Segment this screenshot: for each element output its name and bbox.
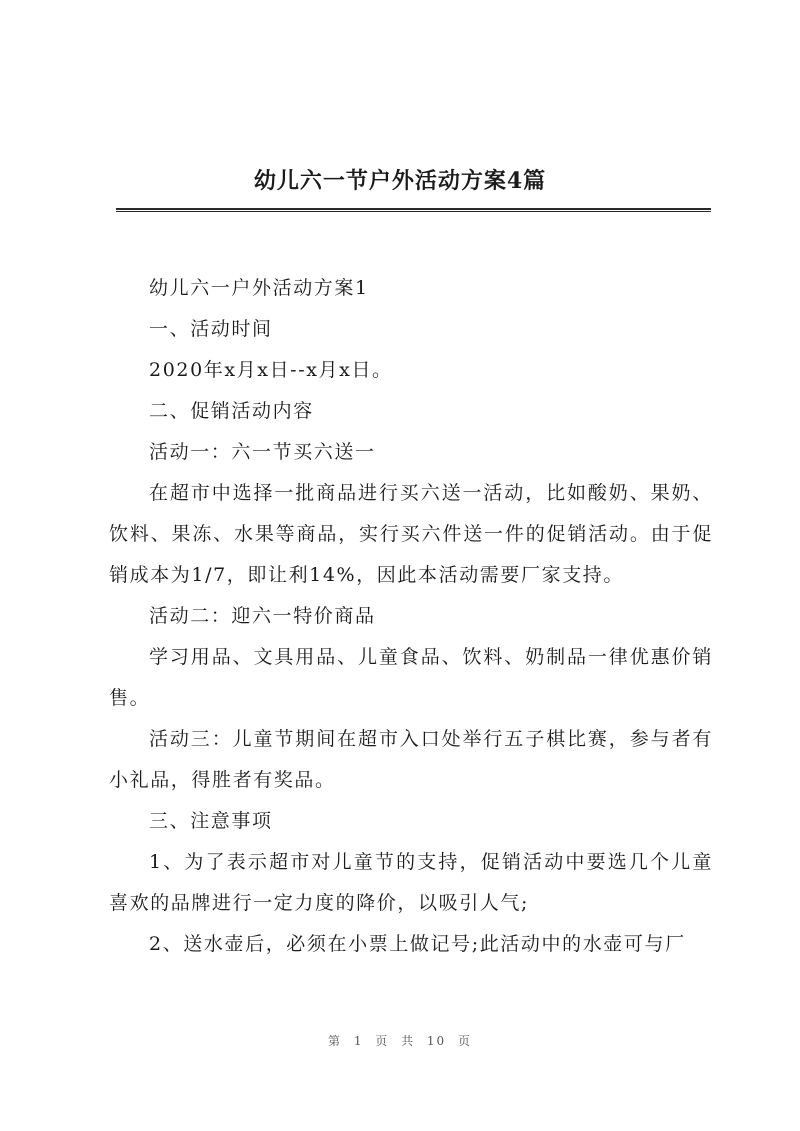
page-number-footer: 第 1 页 共 10 页	[328, 1034, 472, 1048]
activity-one-description: 在超市中选择一批商品进行买六送一活动，比如酸奶、果奶、饮料、果冻、水果等商品，实行买六件送一件的促销活动。由于促销成本为1/7，即让利14%，因此本活动需要厂家支持。	[109, 482, 713, 586]
note-item-1: 1、为了表示超市对儿童节的支持，促销活动中要选几个儿童喜欢的品牌进行一定力度的降价，以吸引人气;	[109, 851, 713, 914]
activity-two-heading: 活动二：迎六一特价商品	[149, 605, 376, 627]
document-title: 幼儿六一节户外活动方案4篇	[253, 168, 547, 194]
section-heading-activity-time: 一、活动时间	[149, 318, 273, 340]
title-divider	[116, 208, 711, 212]
section-heading-notes: 三、注意事项	[149, 810, 273, 832]
activity-date-text: 2020年x月x日--x月x日。	[149, 359, 393, 381]
note-item-2: 2、送水壶后，必须在小票上做记号;此活动中的水壶可与厂	[149, 933, 686, 955]
section-heading-plan-1: 幼儿六一户外活动方案1	[149, 277, 369, 299]
activity-three-description: 活动三：儿童节期间在超市入口处举行五子棋比赛，参与者有小礼品，得胜者有奖品。	[109, 728, 713, 791]
activity-two-description: 学习用品、文具用品、儿童食品、饮料、奶制品一律优惠价销售。	[109, 646, 713, 709]
activity-one-heading: 活动一：六一节买六送一	[149, 441, 376, 463]
document-body	[109, 268, 713, 965]
section-heading-promotion-content: 二、促销活动内容	[149, 400, 314, 422]
